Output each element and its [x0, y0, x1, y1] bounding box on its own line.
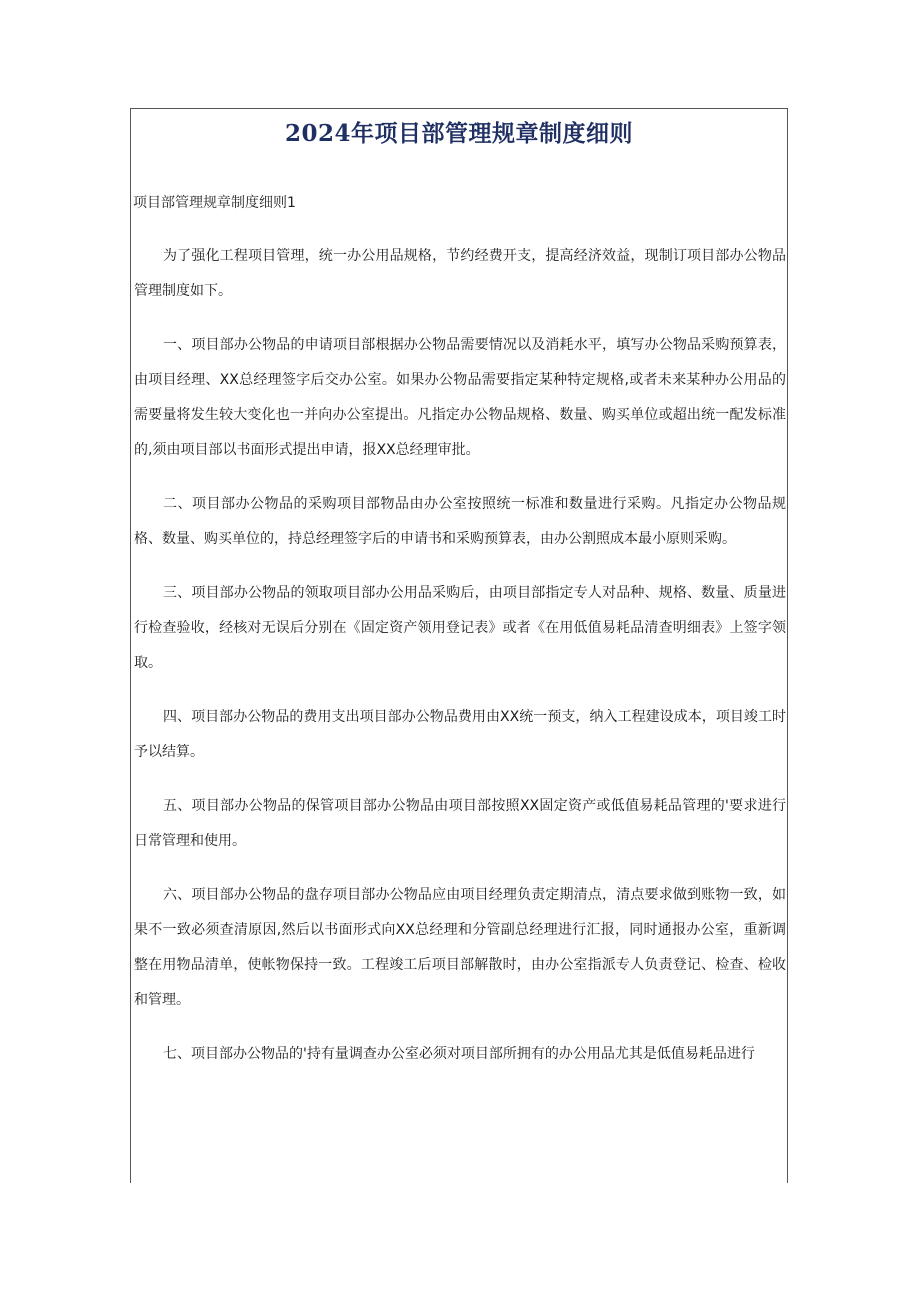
paragraph-intro: 为了强化工程项目管理，统一办公用品规格，节约经费开支，提高经济效益，现制订项目部办公物品管理制度如下。 — [134, 248, 786, 299]
paragraph-inventory: 六、项目部办公物品的盘存项目部办公物品应由项目经理负责定期清点，清点要求做到账物一致，如果不一致必须查清原因,然后以书面形式向XX总经理和分管副总经理进行汇报，同时通报办公室，重新调整在用物品清单，使帐物保持一致。工程竣工后项目部解散时，由办公室指派专人负责登记、检查、检收和管理。 — [134, 887, 786, 1008]
document-title: 2024年项目部管理规章制度细则 — [284, 120, 633, 147]
paragraph-application: 一、项目部办公物品的申请项目部根据办公物品需要情况以及消耗水平，填写办公物品采购预算表，由项目经理、XX总经理签字后交办公室。如果办公物品需要指定某种特定规格,或者未来某种办公用品的需要量将发生较大变化也一并向办公室提出。凡指定办公物品规格、数量、购买单位或超出统一配发标准的,须由项目部以书面形式提出申请，报XX总经理审批。 — [134, 337, 786, 458]
paragraph-collection: 三、项目部办公物品的领取项目部办公用品采购后，由项目部指定专人对品种、规格、数量、质量进行检查验收，经核对无误后分别在《固定资产领用登记表》或者《在用低值易耗品清查明细表》上签字领取。 — [134, 585, 786, 671]
paragraph-purchase: 二、项目部办公物品的采购项目部物品由办公室按照统一标准和数量进行采购。凡指定办公物品规格、数量、购买单位的，持总经理签字后的申请书和采购预算表，由办公割照成本最小原则采购。 — [134, 496, 786, 547]
document-body — [134, 239, 786, 1091]
paragraph-holding-survey: 七、项目部办公物品的'持有量调查办公室必须对项目部所拥有的办公用品尤其是低值易耗品进行 — [163, 1046, 755, 1062]
paragraph-custody: 五、项目部办公物品的保管项目部办公物品由项目部按照XX固定资产或低值易耗品管理的'要求进行日常管理和使用。 — [134, 798, 786, 849]
section-heading: 项目部管理规章制度细则1 — [133, 195, 296, 211]
paragraph-expense: 四、项目部办公物品的费用支出项目部办公物品费用由XX统一预支，纳入工程建设成本，项目竣工时予以结算。 — [134, 709, 786, 760]
